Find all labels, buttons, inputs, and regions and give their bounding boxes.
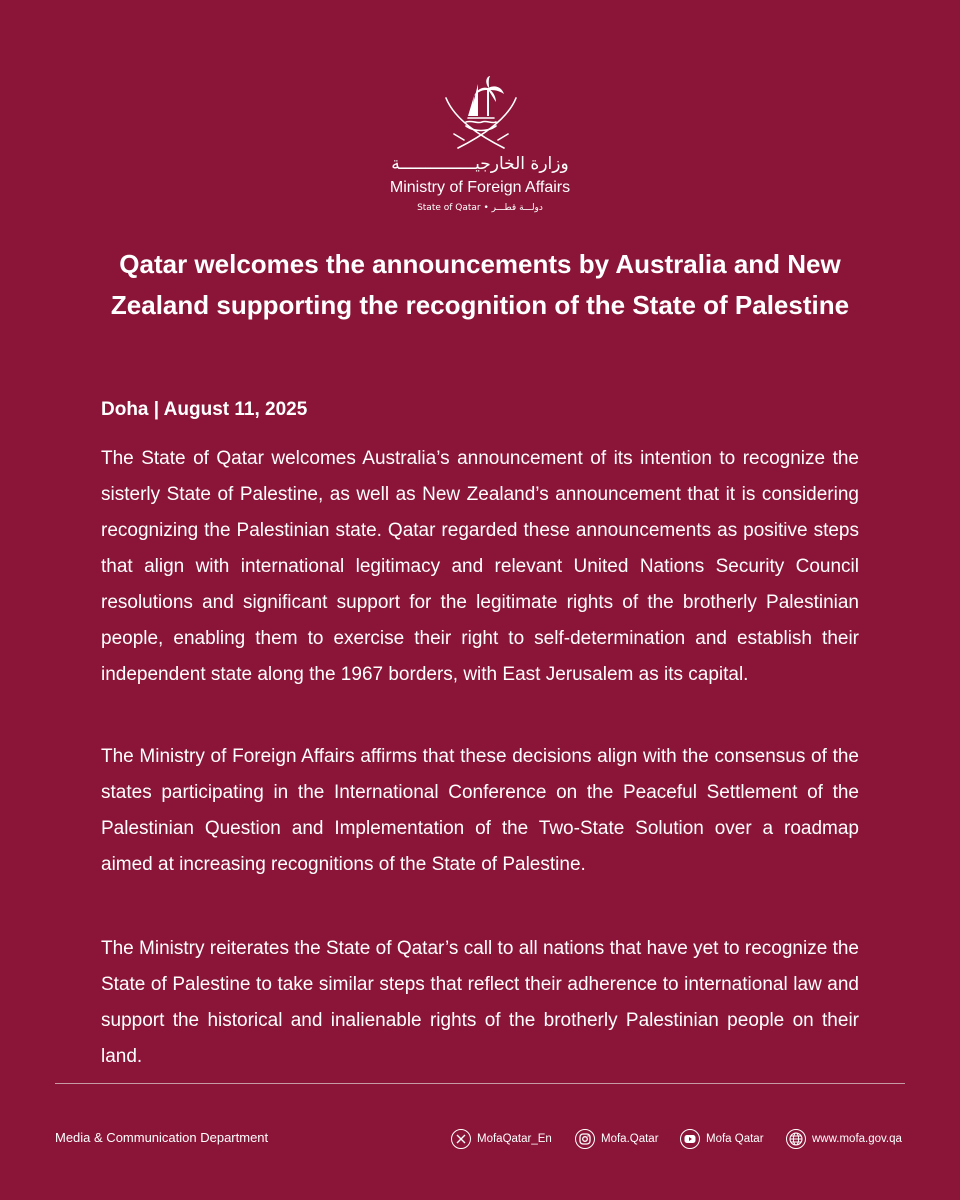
qatar-emblem-icon (444, 74, 518, 150)
globe-icon (786, 1129, 806, 1149)
social-instagram-link[interactable] (575, 1127, 659, 1151)
ministry-name-arabic: وزارة الخارجيـــــــــــــــة (391, 154, 569, 174)
statement-paragraph-1: The State of Qatar welcomes Australia’s announcement of its intention to recognize the sisterly State of Palestine, as well as New Zealand’s announcement that it is considering recognizing the Palestinian state. Qatar regarded these announcements as positive steps that align with international legitimacy and relevant United Nations Security Council resolutions and significant support for the legitimate rights of the brotherly Palestinian people, enabling them to exercise their right to self-determination and establish their independent state along the 1967 borders, with East Jerusalem as its capital. (101, 448, 859, 685)
footer-divider (55, 1083, 905, 1084)
department-label: Media & Communication Department (55, 1130, 269, 1145)
social-x-link[interactable] (451, 1127, 552, 1151)
youtube-icon (680, 1129, 700, 1149)
page-title: Qatar welcomes the announcements by Australia and New Zealand supporting the recognition of the State of Palestine (110, 249, 850, 320)
ministry-name-english: Ministry of Foreign Affairs (389, 179, 571, 196)
x-icon (451, 1129, 471, 1149)
statement-paragraph-2: The Ministry of Foreign Affairs affirms that these decisions align with the consensus of the states participating in the International Conference on the Peaceful Settlement of the Palestinian Question and Implementation of the Two-State Solution over a roadmap aimed at increasing recognitions of the State of Palestine. (101, 746, 859, 875)
state-of-qatar-line: State of Qatar • دولـــة قطـــر (417, 203, 543, 213)
website-link[interactable] (786, 1127, 902, 1151)
social-youtube-link[interactable] (680, 1127, 764, 1151)
statement-paragraph-3: The Ministry reiterates the State of Qatar’s call to all nations that have yet to recognize the State of Palestine to take similar steps that reflect their adherence to international law and support the historical and inalienable rights of the brotherly Palestinian people on their land. (101, 938, 859, 1067)
social-instagram-label: Mofa.Qatar (601, 1133, 659, 1145)
instagram-icon (575, 1129, 595, 1149)
dateline: Doha | August 11, 2025 (101, 399, 308, 420)
social-x-label: MofaQatar_En (477, 1133, 552, 1145)
website-label: www.mofa.gov.qa (812, 1133, 902, 1145)
social-youtube-label: Mofa Qatar (706, 1133, 764, 1145)
